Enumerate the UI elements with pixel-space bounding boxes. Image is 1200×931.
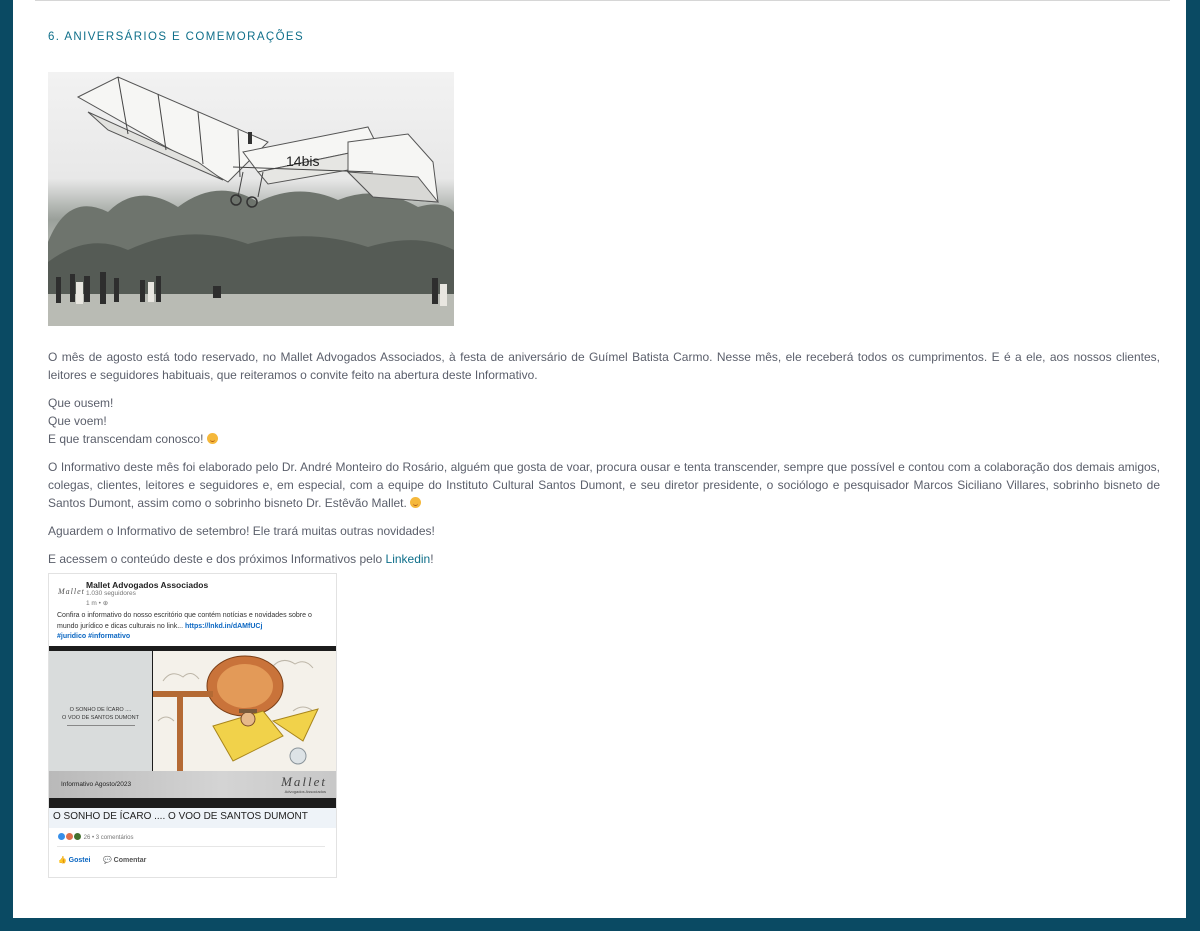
post-time [86, 599, 108, 607]
linkedin-link[interactable]: Linkedin [385, 552, 431, 566]
comment-bubble-icon: 💬 [103, 857, 112, 864]
motto-line-3: E que transcendam conosco! [48, 432, 204, 446]
card-divider [57, 846, 325, 847]
post-headline[interactable]: O SONHO DE ÍCARO .... O VOO DE SANTOS DUMONT [49, 808, 336, 828]
globe-icon: ⊕ [102, 600, 109, 607]
biplane-photo [48, 72, 454, 326]
paragraph-access [48, 550, 1160, 568]
banner-title-line-1: O SONHO DE ÍCARO .... [69, 707, 132, 713]
like-button[interactable] [58, 856, 90, 864]
paragraph-credits [48, 458, 1160, 512]
motto-line-2: Que voem! [48, 414, 107, 428]
banner-month: Informativo Agosto/2023 [61, 781, 132, 788]
motto-line-1: Que ousem! [48, 396, 114, 410]
company-name[interactable]: Mallet Advogados Associados [86, 580, 209, 590]
smile-emoji-icon [207, 433, 218, 444]
comment-label: Comentar [113, 857, 147, 864]
comment-button[interactable] [103, 856, 146, 864]
biplane-illustration [48, 72, 454, 326]
paragraph-birthday: O mês de agosto está todo reservado, no Mallet Advogados Associados, à festa de aniversário de Guímel Batista Carmo. Nesse mês, ele receberá todos os cumprimentos. E é a ele, aos nossos clientes, leitores e seguidores habituais, que reiteramos o convite feito na abertura deste Informativo. [48, 350, 1160, 382]
access-text: E acessem o conteúdo deste e dos próximos Informativos pelo [48, 552, 386, 566]
love-reaction-icon [66, 833, 73, 840]
post-link[interactable]: https://lnkd.in/dAMfUCj [185, 622, 263, 630]
paragraph-next-issue: Aguardem o Informativo de setembro! Ele trará muitas outras novidades! [48, 524, 435, 538]
banner-footer [49, 771, 336, 798]
follower-count: 1.030 seguidores [86, 590, 136, 597]
banner-title-line-2: O VOO DE SANTOS DUMONT [62, 715, 139, 721]
reaction-summary[interactable] [58, 833, 133, 841]
post-time-text: 1 m • [86, 600, 103, 607]
like-reaction-icon [58, 833, 65, 840]
post-hashtags[interactable]: #juridico #informativo [57, 633, 131, 640]
company-logo: Mallet [58, 587, 85, 596]
post-banner-image[interactable] [49, 646, 336, 808]
post-body: Confira o informativo do nosso escritório que contém notícias e novidades sobre o mundo jurídico e dicas culturais no link... [57, 612, 312, 630]
banner-brand-sub: Advogados Associados [284, 789, 326, 794]
plane-label: 14bis [286, 153, 320, 169]
airship-illustration [153, 651, 336, 771]
banner-illustration [153, 651, 336, 771]
linkedin-post-card[interactable] [48, 573, 337, 878]
section-title: 6. ANIVERSÁRIOS E COMEMORAÇÕES [48, 31, 305, 43]
like-label: Gostei [68, 857, 91, 864]
credits-text: O Informativo deste mês foi elaborado pelo Dr. André Monteiro do Rosário, alguém que gosta de voar, procura ousar e tenta transcender, sempre que possível e contou com a colaboração dos demais amigos, colegas, clientes, leitores e seguidores e, em especial, com a equipe do Instituto Cultural Santos Dumont, e seu diretor presidente, o sociólogo e pesquisador Marcos Siciliano Villares, sobrinho bisneto de Santos Dumont, assim como o sobrinho bisneto Dr. Estêvão Mallet. [48, 460, 1160, 510]
banner-title-rule [67, 725, 135, 726]
top-divider [35, 0, 1170, 1]
reaction-count: 26 • 3 comentários [83, 835, 134, 841]
smile-emoji-icon [410, 497, 421, 508]
access-suffix: ! [430, 552, 434, 566]
thumbs-up-icon: 👍 [58, 857, 67, 864]
banner-title-panel [49, 651, 152, 771]
banner-brand: Mallet [281, 774, 327, 789]
article-body [48, 348, 1160, 578]
post-text [57, 611, 329, 643]
celebrate-reaction-icon [74, 833, 81, 840]
motto-block [48, 394, 1160, 448]
content-panel [13, 0, 1186, 918]
